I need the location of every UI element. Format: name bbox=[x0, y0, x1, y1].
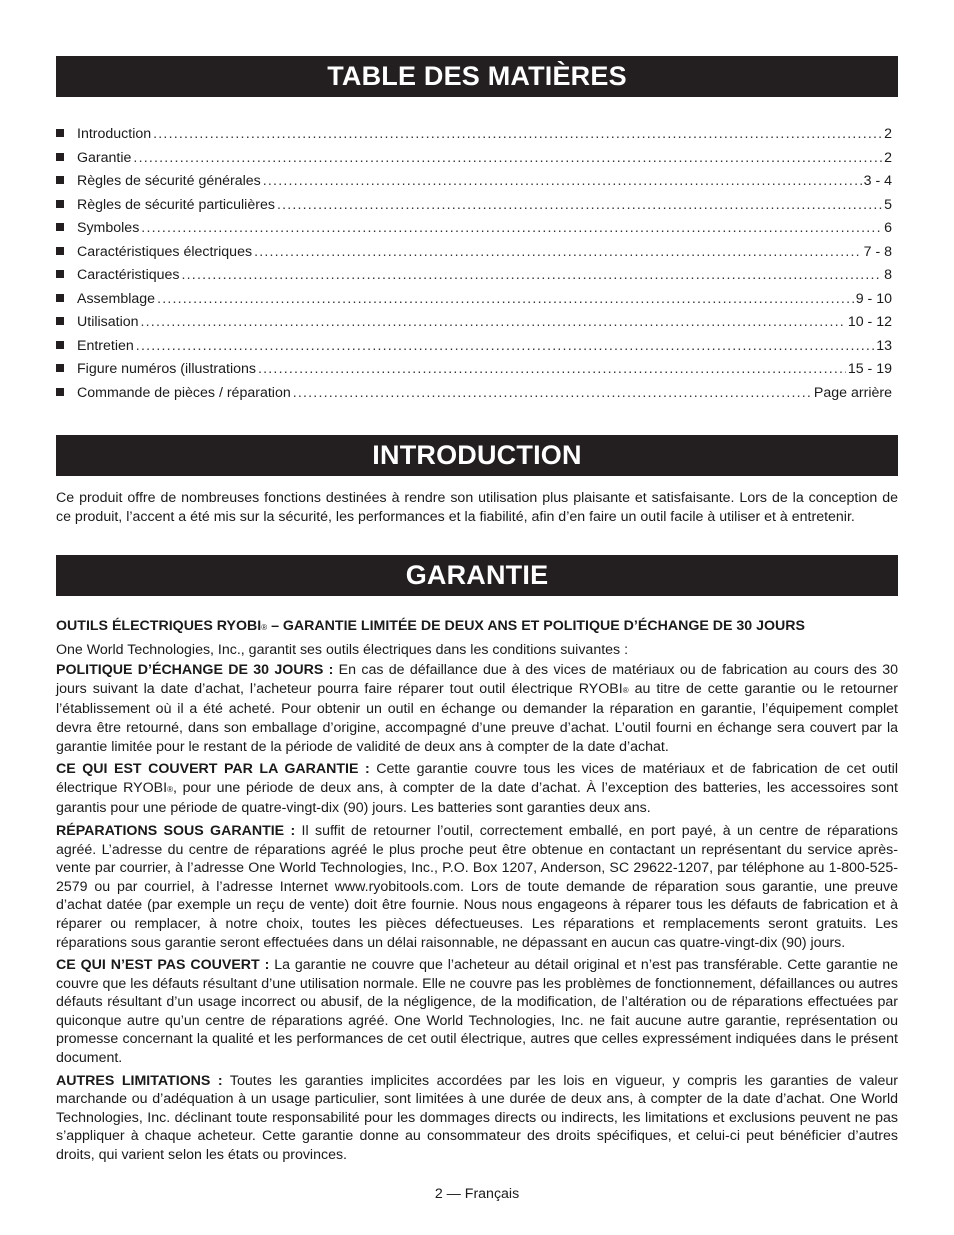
introduction-text: Ce produit offre de nombreuses fonctions destinées à rendre son utilisation plus plaisante et satisfaisante. Lors de la conception de ce produit, l’accent a été mis sur la sécurité, les performances et la fiabilité, afin d’en faire un outil facile à utiliser et à entretenir. bbox=[56, 490, 898, 525]
section-text: Il suffit de retourner l’outil, correctement emballé, en port payé, à un centre de réparations agréé. L’adresse du centre de réparations agréé le plus proche peut être obtenue en contactant un représentant du service après-vente par courrier, à l’adresse One World Technologies, Inc., P.O. Box 1207, Anderson, SC 29622-1207, par téléphone au 1-800-525-2579 ou par courriel, à l’adresse Internet www.ryobitools.com. Lors de toute demande de réparation sous garantie, une preuve d’achat datée (par exemple un reçu de vente) doit être fournie. Nous nous engageons à réparer tous les défauts de fabrication et à réparer ou remplacer, à notre choix, toutes les pièces défectueuses. Les réparations et remplacements seront gratuits. Les réparations sous garantie seront effectuées dans un délai raisonnable, ne dépassant en aucun cas quatre-vingt-dix (90) jours. bbox=[56, 822, 899, 951]
toc-entry bbox=[56, 336, 898, 360]
toc-entry-page: 3 - 4 bbox=[863, 173, 892, 189]
toc-entry-page: 6 bbox=[884, 220, 892, 236]
toc-entry-page: 2 bbox=[884, 126, 892, 142]
dot-leader bbox=[136, 336, 874, 356]
toc-entry bbox=[56, 218, 898, 242]
introduction-heading: INTRODUCTION bbox=[56, 435, 898, 476]
section-lead: CE QUI EST COUVERT PAR LA GARANTIE : bbox=[56, 761, 370, 778]
toc-entry bbox=[56, 171, 898, 195]
toc-entry-title: Commande de pièces / réparation bbox=[77, 384, 291, 401]
section-lead: RÉPARATIONS SOUS GARANTIE : bbox=[56, 822, 296, 839]
square-bullet-icon bbox=[56, 270, 64, 278]
toc-entry-title: Figure numéros (illustrations bbox=[77, 361, 256, 377]
toc-entry bbox=[56, 312, 898, 336]
toc-entry-page: 2 bbox=[884, 149, 892, 166]
dot-leader bbox=[157, 289, 854, 309]
toc-entry-title: Garantie bbox=[77, 149, 132, 166]
garantie-section bbox=[56, 661, 898, 756]
square-bullet-icon bbox=[56, 294, 64, 302]
dot-leader bbox=[153, 124, 882, 144]
garantie-title-a: OUTILS ÉLECTRIQUES RYOBI bbox=[56, 618, 262, 634]
toc-entry-title: Règles de sécurité générales bbox=[77, 173, 261, 189]
toc-entry-page: Page arrière bbox=[813, 384, 892, 401]
toc-entry-title: Symboles bbox=[77, 220, 140, 236]
registered-mark: ® bbox=[261, 623, 268, 632]
section-text: La garantie ne couvre que l’acheteur au détail original et n’est pas transférable. Cette garantie ne couvre que les défauts résultant d’une utilisation normale. Elle ne couvre pas les problèmes de fonctionnement, défaillances ou autres défauts résultant d’un usage incorrect ou abusif, de la négligence, de la modification, de l’altération ou de réparations effectuées par quiconque autre qu’un centre de réparations agréé. One World Technologies, Inc. ne fait aucune autre garantie, représentation ou promesse concernant la qualité et les performances de cet outil électrique, autres que celles expressément indiquées dans le présent document. bbox=[56, 957, 899, 1067]
square-bullet-icon bbox=[56, 153, 64, 161]
toc-entry-title: Caractéristiques bbox=[77, 267, 180, 283]
toc-entry-page: 15 - 19 bbox=[847, 361, 892, 377]
square-bullet-icon bbox=[56, 247, 64, 255]
square-bullet-icon bbox=[56, 223, 64, 231]
toc-entry-title: Utilisation bbox=[77, 314, 139, 330]
toc-entry bbox=[56, 242, 898, 266]
square-bullet-icon bbox=[56, 200, 64, 208]
dot-leader bbox=[133, 148, 882, 168]
toc-entry bbox=[56, 383, 898, 407]
toc-entry-page: 8 bbox=[884, 267, 892, 283]
registered-mark: ® bbox=[622, 685, 629, 695]
dot-leader bbox=[277, 195, 882, 215]
garantie-section bbox=[56, 1072, 898, 1165]
toc-entry-title: Caractéristiques électriques bbox=[77, 243, 253, 260]
toc-entry-title: Règles de sécurité particulières bbox=[77, 196, 275, 213]
toc-entry bbox=[56, 359, 898, 383]
section-text-cont: au titre de cette garantie ou le retourner l’établissement où il a été acheté. Pour obtenir un outil en échange ou demander la réparation en garantie, l’équipement complet devra être retourné, dans son emballage d’origine, accompagné d’une preuve d’achat. L’outil fourni en échange sera couvert par la garantie limitée pour le restant de la période de validité de deux ans à compter de la date d’achat. bbox=[56, 680, 899, 755]
page-footer: 2 — Français bbox=[434, 1186, 520, 1202]
garantie-body bbox=[56, 617, 898, 1169]
toc-entry-page: 5 bbox=[884, 196, 892, 213]
toc-entry bbox=[56, 195, 898, 219]
dot-leader bbox=[182, 265, 883, 285]
section-lead: AUTRES LIMITATIONS : bbox=[56, 1072, 223, 1089]
section-lead: POLITIQUE D’ÉCHANGE DE 30 JOURS : bbox=[56, 662, 334, 679]
registered-mark: ® bbox=[167, 784, 173, 794]
square-bullet-icon bbox=[56, 364, 64, 372]
section-text: En cas de défaillance due à des vices de matériaux ou de fabrication au cours des 30 jours suivant la date d’achat, l’acheteur pourra faire réparer tout outil électrique RYOBI bbox=[56, 662, 898, 697]
square-bullet-icon bbox=[56, 341, 64, 349]
toc-entry-page: 13 bbox=[876, 337, 892, 354]
garantie-section bbox=[56, 822, 898, 952]
dot-leader bbox=[293, 383, 812, 403]
dot-leader bbox=[254, 242, 862, 262]
toc-entry bbox=[56, 148, 898, 172]
garantie-title bbox=[56, 617, 898, 638]
toc-entry bbox=[56, 265, 898, 289]
section-lead: CE QUI N’EST PAS COUVERT : bbox=[56, 957, 270, 974]
section-text: Cette garantie couvre tous les vices de matériaux et de fabrication de cet outil électrique RYOBI bbox=[56, 761, 898, 796]
dot-leader bbox=[258, 359, 846, 379]
toc-heading: TABLE DES MATIÈRES bbox=[56, 56, 898, 97]
introduction-paragraph bbox=[56, 489, 898, 530]
garantie-title-b: – GARANTIE LIMITÉE DE DEUX ANS ET POLITIQUE D’ÉCHANGE DE 30 JOURS bbox=[267, 618, 806, 634]
toc-entry-page: 9 - 10 bbox=[855, 290, 892, 307]
square-bullet-icon bbox=[56, 129, 64, 137]
garantie-section bbox=[56, 760, 898, 818]
toc-entry-page: 10 - 12 bbox=[847, 314, 892, 330]
garantie-intro: One World Technologies, Inc., garantit ses outils électriques dans les conditions suivantes : bbox=[56, 641, 629, 658]
toc-entry-title: Entretien bbox=[77, 337, 134, 354]
table-of-contents bbox=[56, 124, 898, 406]
dot-leader bbox=[263, 171, 862, 191]
toc-entry-page: 7 - 8 bbox=[863, 243, 892, 260]
square-bullet-icon bbox=[56, 317, 64, 325]
garantie-heading: GARANTIE bbox=[56, 555, 898, 596]
dot-leader bbox=[141, 218, 882, 238]
square-bullet-icon bbox=[56, 176, 64, 184]
toc-entry-title: Assemblage bbox=[77, 290, 156, 307]
square-bullet-icon bbox=[56, 388, 64, 396]
garantie-sections bbox=[56, 661, 898, 1164]
section-text: Toutes les garanties implicites accordées par les lois en vigueur, y compris les garanties de valeur marchande ou d’adéquation à un usage particulier, sont limitées à une durée de deux ans, à compter de la date d’achat. One World Technologies, Inc. déclinant toute responsabilité pour les dommages directs ou indirects, les limitations et exclusions peuvent ne pas s’appliquer à chaque acheteur. Cette garantie donne au consommateur des droits spécifiques, et celui-ci peut bénéficier d’autres droits, qui varient selon les états ou provinces. bbox=[56, 1072, 898, 1164]
toc-entry-title: Introduction bbox=[77, 126, 152, 142]
toc-entry bbox=[56, 289, 898, 313]
garantie-section bbox=[56, 956, 898, 1068]
section-text-cont: , pour une période de deux ans, à compter de la date d’achat. À l’exception des batteries, les accessoires sont garantis pour une période de quatre-vingt-dix (90) jours. Les batteries sont garanties deux ans. bbox=[56, 779, 899, 817]
toc-entry bbox=[56, 124, 898, 148]
dot-leader bbox=[141, 312, 846, 332]
